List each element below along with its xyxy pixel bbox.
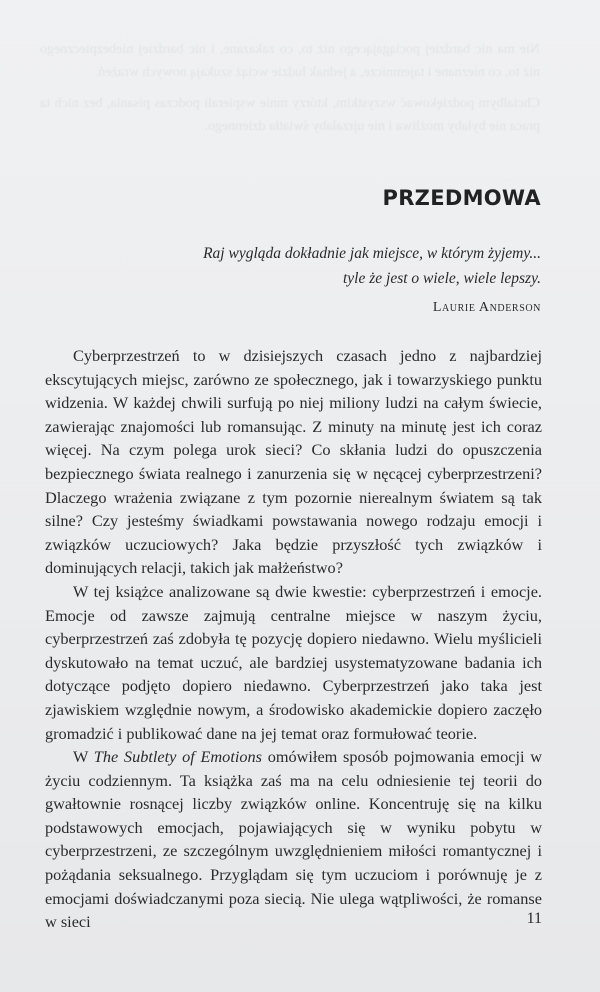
show-through-text: Nie ma nic bardziej pociągającego niż to, co zakazane, i nic bardziej niebezpiecznego niż to, co nieznane i tajemnicze, a jednak ludzie wciąż szukają nowych wrażeń. Chciałbym podziękować wszystkim, którzy mnie wspierali podczas pisania, bez nich ta praca nie byłaby możliwa i nie ujrzałaby światła dziennego. [40, 42, 540, 134]
epigraph-line-2: tyle że jest o wiele, wiele lepszy. [342, 270, 541, 287]
chapter-heading: PRZEDMOWA [382, 186, 541, 210]
paragraph-3 [45, 745, 542, 934]
paragraph-1: Cyberprzestrzeń to w dzisiejszych czasach jedno z najbardziej ekscytujących miejsc, zarówno ze społecznego, jak i towarzyskiego punktu widzenia. W każdej chwili surfują po niej miliony ludzi na całym świecie, zawierając znajomości lub romansując. Z minuty na minutę jest ich coraz więcej. Na czym polega urok sieci? Co skłania ludzi do opuszczenia bezpiecznego świata realnego i zanurzenia się w nęcącej cyberprzestrzeni? Dlaczego wrażenia związane z tym pozornie nierealnym światem są tak silne? Czy jesteśmy świadkami powstawania nowego rodzaju emocji i związków uczuciowych? Jaka będzie przyszłość tych związków i dominujących relacji, takich jak małżeństwo? [45, 346, 542, 578]
epigraph-line-1: Raj wygląda dokładnie jak miejsce, w którym żyjemy... [203, 245, 541, 262]
paragraph-3-lead: W [73, 747, 94, 767]
page-number: 11 [526, 910, 542, 927]
epigraph [121, 241, 541, 320]
body-text [45, 344, 542, 934]
book-title: The Subtlety of Emotions [93, 747, 262, 767]
paragraph-2: W tej książce analizowane są dwie kwestie: cyberprzestrzeń i emocje. Emocje od zawsze zajmują centralne miejsce w naszym życiu, cyberprzestrzeń zaś zdobyła tę pozycję dopiero niedawno. Wielu myślicieli dyskutowało na temat uczuć, ale bardziej usystematyzowane badania ich dotyczące podjęto dopiero niedawno. Cyberprzestrzeń jako taka jest zjawiskiem względnie nowym, a środowisko akademickie dopiero zaczęło gromadzić i publikować dane na jej temat oraz formułować teorie. [45, 581, 542, 743]
epigraph-author: Laurie Anderson [432, 300, 541, 315]
paragraph-3-rest: omówiłem sposób pojmowania emocji w życiu codziennym. Ta książka zaś ma na celu odniesienie tej teorii do gwałtownie rosnącej liczby związków online. Koncentruję się na kilku podstawowych emocjach, pojawiających się w wyniku pobytu w cyberprzestrzeni, ze szczególnym uwzględnieniem miłości romantycznej i pożądania seksualnego. Przyglądam się tym uczuciom i porównuję je z emocjami doświadczanymi poza siecią. Nie ulega wątpliwości, że romanse w sieci [45, 747, 542, 932]
